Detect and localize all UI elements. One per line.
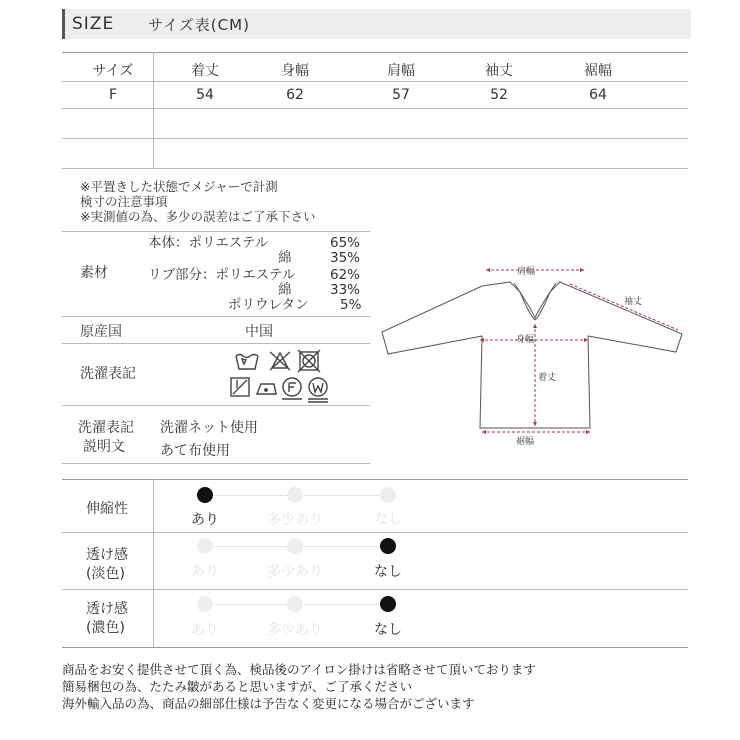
note-line: ※実測値の為、多少の誤差はご了承下さい (80, 209, 316, 224)
scale-label: 透け感 (86, 547, 128, 563)
material-pct: 35% (330, 250, 361, 266)
material-label: 素材 (80, 265, 108, 281)
care-desc-line: 洗濯ネット使用 (160, 420, 258, 436)
scale-option: 多少あり (267, 512, 323, 528)
scale-option: なし (374, 564, 402, 580)
scale-label: 透け感 (86, 601, 128, 617)
table-cell: 64 (589, 87, 607, 103)
care-label: 洗濯表記 (80, 366, 136, 382)
col-header-sleeve: 袖丈 (485, 63, 513, 79)
material-pct: 5% (340, 297, 362, 313)
scale-dot (197, 596, 213, 612)
scale-dot-selected (380, 538, 396, 554)
note-line: 検寸の注意事項 (80, 194, 168, 209)
material-part: 綿 (278, 282, 292, 298)
material-part: ポリウレタン (228, 297, 309, 313)
dry-clean-f-icon (282, 378, 302, 399)
material-part: 本体：ポリエステル (148, 235, 269, 251)
col-header-shoulder: 肩幅 (387, 63, 415, 79)
col-header-hem: 裾幅 (584, 63, 612, 79)
scale-dot (380, 487, 396, 503)
care-desc-line: あて布使用 (160, 443, 230, 459)
section-subtitle: サイズ表(CM) (148, 16, 250, 34)
scale-label-sub: (淡色) (86, 566, 125, 582)
scale-dot-selected (380, 596, 396, 612)
care-desc-label: 洗濯表記 (78, 420, 134, 436)
care-symbols (228, 347, 348, 403)
origin-label: 原産国 (80, 324, 122, 340)
col-header-length: 着丈 (191, 63, 219, 79)
iron-icon (257, 384, 276, 394)
line-dry-icon (231, 378, 249, 396)
footer-note: 商品をお安く提供させて頂く為、検品後のアイロン掛けは省略させて頂いております (62, 662, 536, 677)
scale-label: 伸縮性 (86, 501, 128, 517)
chest-label: 身幅 (516, 335, 535, 345)
scale-option: 多少あり (267, 564, 323, 580)
scale-dot (197, 538, 213, 554)
hem-label: 裾幅 (516, 437, 535, 447)
col-header-size: サイズ (92, 63, 134, 79)
note-line: ※平置きした状態でメジャーで計測 (80, 179, 278, 194)
scale-dot-selected (197, 487, 213, 503)
material-part: 綿 (278, 250, 292, 266)
scale-option: あり (191, 622, 219, 638)
wash-icon (236, 355, 258, 370)
table-cell: 52 (490, 87, 508, 103)
footer-note: 簡易梱包の為、たたみ皺があると思いますが、ご了承ください (62, 679, 413, 694)
wet-clean-w-icon (308, 378, 328, 402)
material-part: リブ部分：ポリエステル (148, 267, 296, 283)
section-title: SIZE (72, 14, 115, 34)
garment-diagram (374, 258, 690, 458)
length-label: 着丈 (538, 373, 557, 383)
table-cell: 54 (196, 87, 214, 103)
origin-value: 中国 (245, 324, 273, 340)
table-cell: F (108, 87, 118, 103)
material-pct: 65% (330, 235, 361, 251)
scale-dot (287, 487, 303, 503)
material-pct: 62% (330, 267, 361, 283)
scale-option: 多少あり (267, 622, 323, 638)
scale-dot (287, 538, 303, 554)
care-desc-label-2: 説明文 (83, 439, 125, 455)
shoulder-label: 肩幅 (517, 267, 536, 277)
table-cell: 62 (286, 87, 304, 103)
scale-option: あり (191, 512, 219, 528)
no-bleach-icon (270, 352, 290, 370)
sleeve-label: 袖丈 (624, 297, 643, 307)
material-pct: 33% (330, 282, 361, 298)
col-header-chest: 身幅 (281, 63, 309, 79)
scale-dot (287, 596, 303, 612)
scale-label-sub: (濃色) (86, 620, 125, 636)
footer-note: 海外輸入品の為、商品の細部仕様は予告なく変更になる場合がございます (62, 696, 475, 711)
table-cell: 57 (392, 87, 410, 103)
scale-option: なし (374, 512, 402, 528)
no-tumble-dry-icon (298, 350, 320, 372)
scale-option: あり (191, 564, 219, 580)
scale-option: なし (374, 622, 402, 638)
